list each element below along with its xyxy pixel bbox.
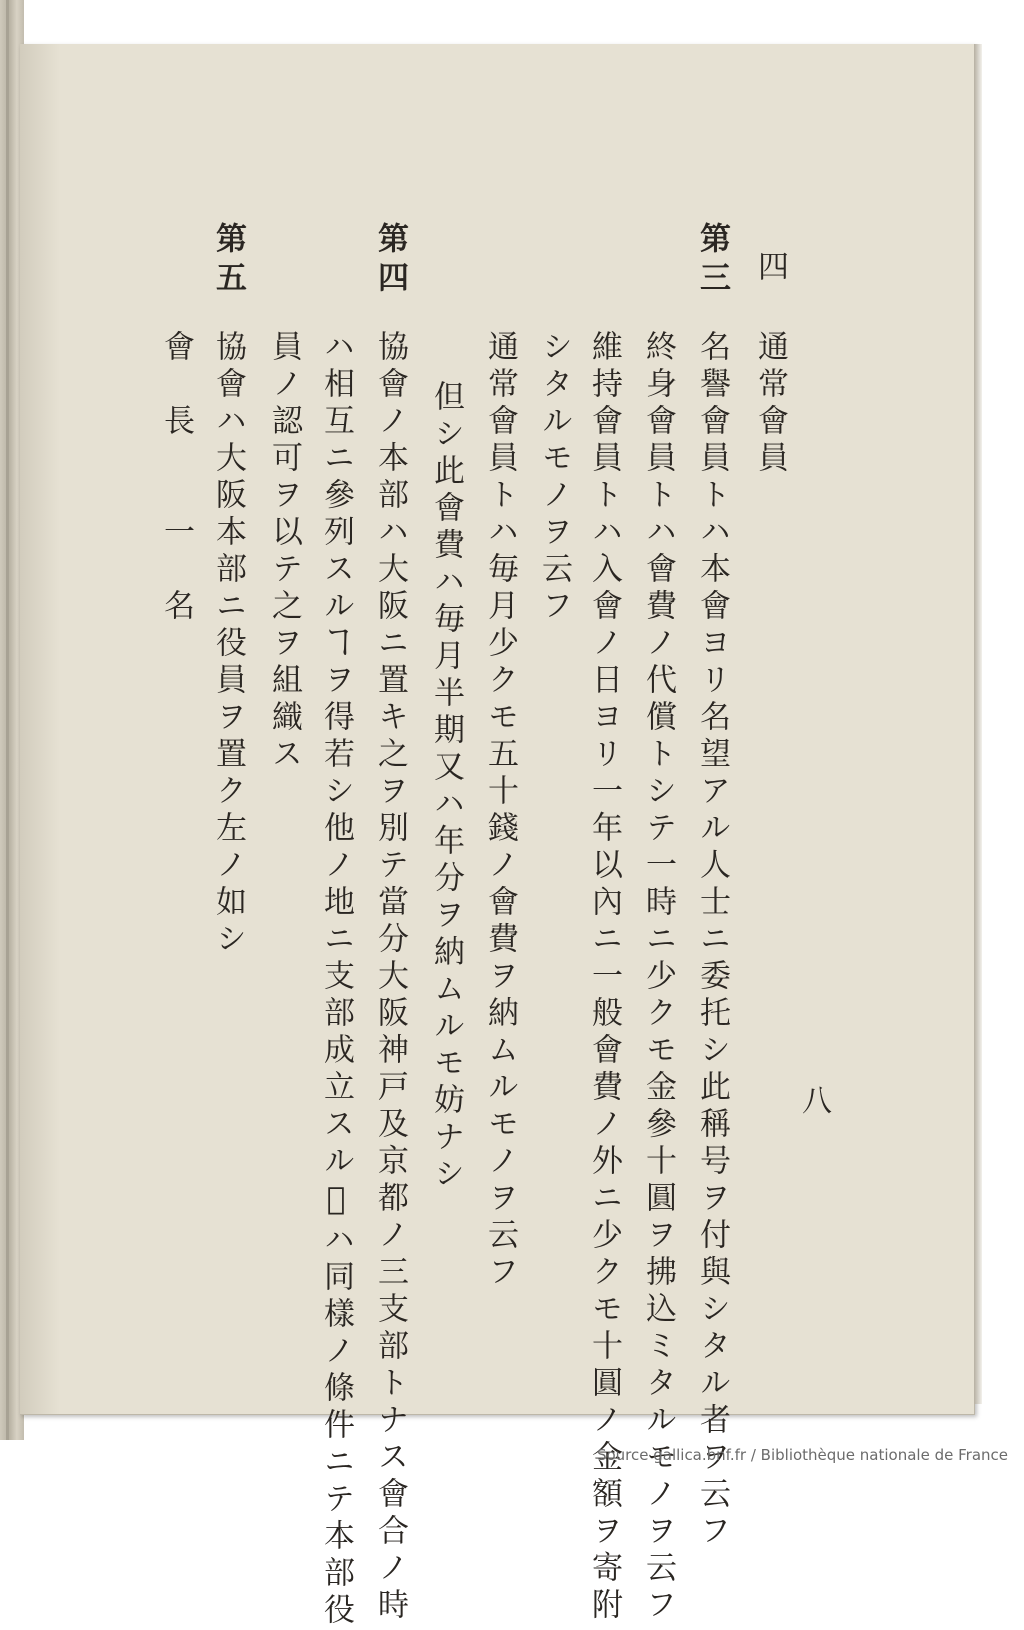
column-approval: 員ノ認可ヲ以テ之ヲ組織ス	[266, 330, 302, 774]
item-number-four: 四	[752, 250, 788, 287]
column-officers: 協會ハ大阪本部ニ役員ヲ置ク左ノ如シ	[210, 330, 246, 959]
binding-edge	[6, 0, 9, 1440]
column-regular-member: 通常會員トハ毎月少クモ五十錢ノ會費ヲ納ムルモノヲ云フ	[482, 330, 518, 1292]
source-credit: Source gallica.bnf.fr / Bibliothèque nationale de France	[596, 1446, 1008, 1464]
page-right-edge	[974, 44, 982, 1404]
column-supporting-member: 維持會員トハ入會ノ日ヨリ一年以內ニ一般會費ノ外ニ少クモ十圓ノ金額ヲ寄附	[586, 330, 622, 1625]
column-headquarters: 協會ノ本部ハ大阪ニ置キ之ヲ別テ當分大阪神戸及京都ノ三支部トナス會合ノ時	[372, 330, 408, 1625]
article-four-label: 第四	[372, 222, 408, 300]
column-regular-member-heading: 通常會員	[752, 330, 788, 478]
column-honorary-member: 名譽會員トハ本會ヨリ名望アル人士ニ委托シ此稱号ヲ付與シタル者ヲ云フ	[694, 330, 730, 1551]
column-president: 會 長 一 名	[158, 330, 194, 626]
page-gutter-shade	[20, 44, 60, 1414]
column-branches: ハ相互ニ參列スルヿヲ得若シ他ノ地ニ支部成立スル𪜈ハ同樣ノ條件ニテ本部役	[318, 330, 354, 1630]
column-supporting-member-cont: シタルモノヲ云フ	[536, 330, 572, 626]
column-fee-note: 但シ此會費ハ毎月半期又ハ年分ヲ納ムルモ妨ナシ	[428, 380, 464, 1194]
page-number: 八	[802, 1084, 832, 1119]
article-three-label: 第三	[694, 222, 730, 300]
column-life-member: 終身會員トハ會費ノ代償トシテ一時ニ少クモ金參十圓ヲ拂込ミタルモノヲ云フ	[640, 330, 676, 1625]
article-five-label: 第五	[210, 222, 246, 300]
